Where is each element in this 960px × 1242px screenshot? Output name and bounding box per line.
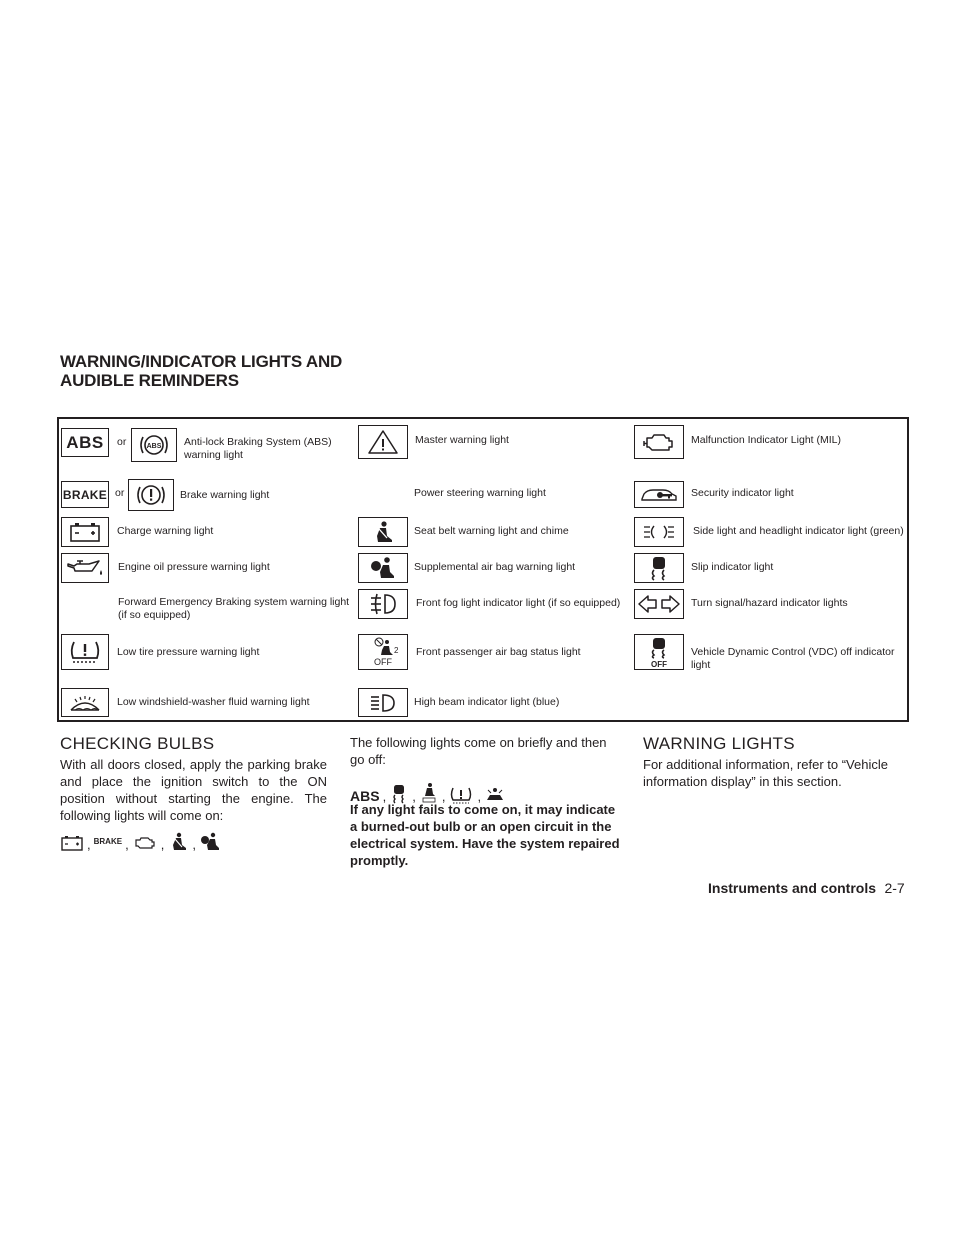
comma: , <box>382 789 387 804</box>
oil-label: Engine oil pressure warning light <box>118 561 270 573</box>
turn-label: Turn signal/hazard indicator lights <box>691 597 848 609</box>
brake-circle-icon <box>128 479 174 511</box>
footer-label: Instruments and controls <box>708 880 877 896</box>
seatbelt-icon <box>358 517 408 547</box>
section-title-line1: WARNING/INDICATOR LIGHTS AND <box>60 352 343 371</box>
checking-icons <box>60 832 221 852</box>
fog-light-icon <box>358 589 408 619</box>
abs-label <box>184 436 332 462</box>
comma: , <box>160 837 165 852</box>
brake-icon <box>61 481 109 508</box>
battery-icon <box>60 834 84 852</box>
security-label: Security indicator light <box>691 487 794 499</box>
abs-label-line1: Anti-lock Braking System (ABS) <box>184 436 332 448</box>
tire-label: Low tire pressure warning light <box>117 646 260 658</box>
oil-can-icon <box>61 553 109 583</box>
comma: , <box>477 789 482 804</box>
turn-signal-icon <box>634 589 684 619</box>
security-icon <box>634 481 684 508</box>
abs-text-icon: ABS <box>350 788 380 804</box>
passenger-airbag-icon <box>358 634 408 670</box>
seatbelt-icon <box>167 832 189 852</box>
warning-lights-heading: WARNING LIGHTS <box>643 734 795 753</box>
briefly-paragraph: The following lights come on briefly and then go off: <box>350 735 607 767</box>
master-label: Master warning light <box>415 434 509 446</box>
brake-text: BRAKE <box>62 487 108 502</box>
engine-icon <box>132 834 158 852</box>
brake-text-icon: BRAKE <box>93 837 123 846</box>
vdc-label-line2: light <box>691 659 711 671</box>
seatbelt-label: Seat belt warning light and chime <box>414 525 569 537</box>
checking-bulbs-heading: CHECKING BULBS <box>60 734 215 753</box>
tire-pressure-icon <box>61 634 109 670</box>
comma: , <box>87 837 91 852</box>
slip-label: Slip indicator light <box>691 561 774 573</box>
or-text: or <box>117 436 127 448</box>
feb-label <box>118 596 349 622</box>
airbag-icon <box>358 553 408 583</box>
feb-label-line2: (if so equipped) <box>118 609 191 621</box>
abs-circle-icon <box>131 428 177 462</box>
briefly-warning: If any light fails to come on, it may indicate a burned-out bulb or an open circuit in the electrical system. Have the system repaired promptly. <box>350 802 620 868</box>
vdc-off-text: OFF <box>651 660 667 668</box>
vdc-label <box>691 646 894 672</box>
comma: , <box>125 837 129 852</box>
charge-label: Charge warning light <box>117 525 214 537</box>
or-text: or <box>115 487 125 499</box>
warning-lights-paragraph: For additional information, refer to “Vehicle information display” in this section. <box>643 757 888 789</box>
vdc-label-line1: Vehicle Dynamic Control (VDC) off indicator <box>691 646 895 658</box>
sidelight-label: Side light and headlight indicator light (green) <box>693 525 904 537</box>
abs-icon <box>61 428 109 457</box>
section-title <box>60 352 342 390</box>
master-warning-icon <box>358 425 408 459</box>
washer-label: Low windshield-washer fluid warning light <box>117 696 310 708</box>
vdc-off-icon <box>634 634 684 670</box>
page-number: 2-7 <box>884 880 905 896</box>
airbag-icon <box>199 832 221 852</box>
engine-icon <box>634 425 684 459</box>
abs-text: ABS <box>66 432 104 452</box>
page-footer <box>708 880 905 898</box>
mil-label: Malfunction Indicator Light (MIL) <box>691 434 841 446</box>
slip-icon <box>634 553 684 583</box>
comma: , <box>441 789 446 804</box>
passenger-off-text: OFF <box>374 657 392 667</box>
washer-fluid-icon <box>61 688 109 717</box>
battery-icon <box>61 517 109 547</box>
svg-text:ABS: ABS <box>146 443 162 450</box>
svg-text:2: 2 <box>394 646 399 655</box>
high-beam-icon <box>358 688 408 717</box>
comma: , <box>192 837 196 852</box>
abs-label-line2: warning light <box>184 449 243 461</box>
feb-label-line1: Forward Emergency Braking system warning light <box>118 596 350 608</box>
checking-bulbs-paragraph: With all doors closed, apply the parking brake and place the ignition switch to the ON position without starting the engine. The following lights will come on: <box>60 757 327 823</box>
section-title-line2: AUDIBLE REMINDERS <box>60 371 239 390</box>
steering-label: Power steering warning light <box>414 487 546 499</box>
side-light-icon <box>634 517 684 547</box>
passenger-label: Front passenger air bag status light <box>416 646 581 658</box>
brake-label: Brake warning light <box>180 489 270 501</box>
airbag-label: Supplemental air bag warning light <box>414 561 576 573</box>
fog-label: Front fog light indicator light (if so equipped) <box>416 597 621 609</box>
comma: , <box>412 789 416 804</box>
highbeam-label: High beam indicator light (blue) <box>414 696 560 708</box>
